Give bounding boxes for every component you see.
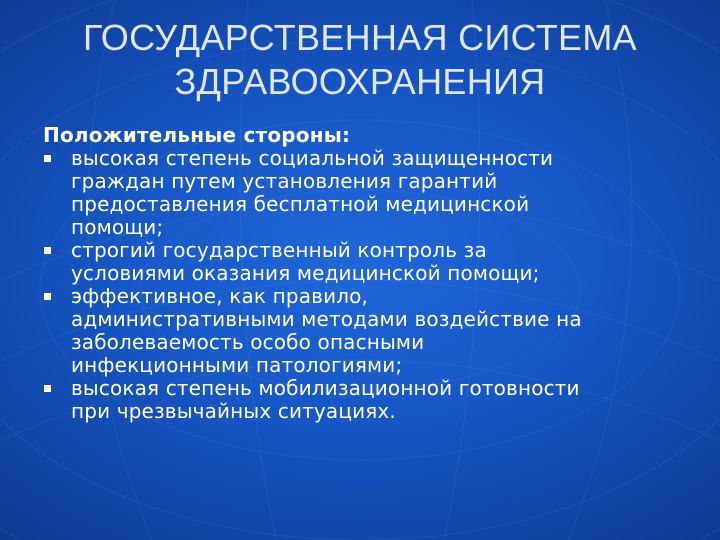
bullet-2-line-1: строгий государственный контроль за <box>71 238 487 262</box>
bullet-2-line-2: условиями оказания медицинской помощи; <box>71 261 540 285</box>
content-body <box>43 124 693 423</box>
bullet-1-line-1: высокая степень социальной защищенности <box>71 146 554 170</box>
square-bullet-icon <box>44 247 51 254</box>
bullet-1-line-3: предоставления бесплатной медицинской <box>71 192 530 216</box>
bullet-3-line-3: заболеваемость особо опасными <box>71 330 425 354</box>
bullet-item-4 <box>43 377 693 423</box>
bullet-3-line-1: эффективное, как правило, <box>71 284 369 308</box>
square-bullet-icon <box>44 155 51 162</box>
slide-title <box>10 16 710 104</box>
bullet-3-line-4: инфекционными патологиями; <box>71 353 403 377</box>
title-line-2: ЗДРАВООХРАНЕНИЯ <box>174 61 546 102</box>
bullet-4-line-2: при чрезвычайных ситуациях. <box>71 399 396 423</box>
bullet-1-line-4: помощи; <box>71 215 164 239</box>
title-line-1: ГОСУДАРСТВЕННАЯ СИСТЕМА <box>83 17 637 58</box>
bullet-3-line-2: административными методами воздействие на <box>71 307 582 331</box>
section-heading: Положительные стороны: <box>43 123 351 147</box>
square-bullet-icon <box>44 385 51 392</box>
bullet-item-2 <box>43 239 693 285</box>
square-bullet-icon <box>44 293 51 300</box>
bullet-4-line-1: высокая степень мобилизационной готовности <box>71 376 580 400</box>
bullet-item-1 <box>43 147 693 239</box>
bullet-1-line-2: граждан путем установления гарантий <box>71 169 498 193</box>
bullet-item-3 <box>43 285 693 377</box>
